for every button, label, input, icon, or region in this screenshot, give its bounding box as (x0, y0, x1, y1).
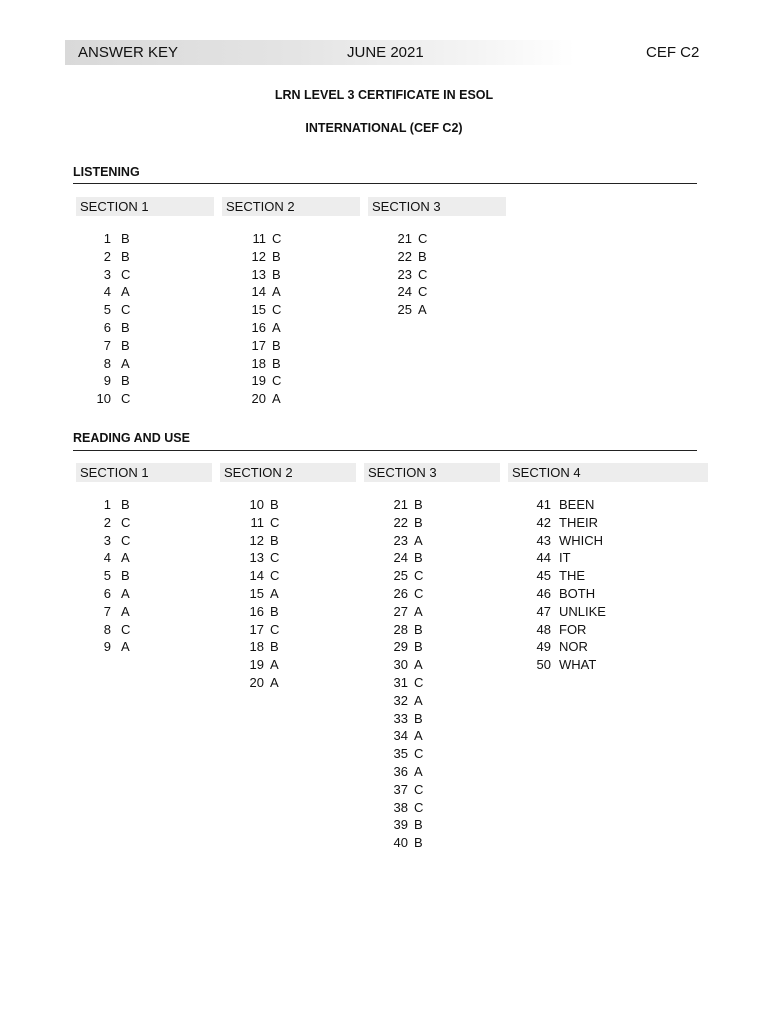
answer-item (85, 372, 130, 390)
answer-item (232, 248, 281, 266)
answer-value: THE (559, 568, 585, 584)
question-number: 9 (103, 373, 111, 389)
answer-item (85, 638, 130, 656)
answer-item (374, 781, 423, 799)
answer-item (230, 621, 279, 639)
question-number: 47 (536, 603, 551, 619)
answer-item (374, 514, 423, 532)
answer-value: C (272, 302, 282, 318)
question-number: 34 (393, 728, 408, 744)
question-number: 10 (96, 391, 111, 407)
answer-item (232, 283, 281, 301)
reading-section-3-answers (374, 496, 423, 852)
question-number: 36 (393, 763, 408, 779)
question-number: 35 (393, 746, 408, 762)
question-number: 32 (393, 692, 408, 708)
question-number: 22 (397, 248, 412, 264)
answer-value: C (414, 746, 424, 762)
answer-value: A (414, 532, 423, 548)
answer-item (374, 834, 423, 852)
question-number: 17 (249, 621, 264, 637)
answer-item (232, 319, 281, 337)
question-number: 30 (393, 657, 408, 673)
question-number: 25 (393, 568, 408, 584)
header-level: CEF C2 (646, 44, 700, 61)
answer-value: C (270, 514, 280, 530)
question-number: 24 (393, 550, 408, 566)
answer-value: B (414, 550, 423, 566)
answer-item (378, 230, 427, 248)
answer-value: B (121, 319, 130, 335)
answer-item (232, 372, 281, 390)
answer-item (374, 603, 423, 621)
answer-item (230, 603, 279, 621)
answer-item (85, 283, 130, 301)
question-number: 9 (103, 639, 111, 655)
answer-item (374, 745, 423, 763)
answer-value: C (121, 266, 131, 282)
answer-item (230, 638, 279, 656)
answer-value: A (418, 302, 427, 318)
answer-value: C (121, 621, 131, 637)
reading-section-4-answers (517, 496, 606, 674)
answer-value: C (270, 550, 280, 566)
answer-item (374, 549, 423, 567)
listening-rule (73, 183, 697, 184)
reading-section-2-answers (230, 496, 279, 692)
answer-item (374, 799, 423, 817)
question-number: 11 (252, 231, 266, 246)
answer-value: C (121, 514, 131, 530)
answer-value: C (414, 781, 424, 797)
question-number: 49 (536, 639, 551, 655)
answer-value: C (414, 568, 424, 584)
answer-item (374, 585, 423, 603)
question-number: 21 (393, 497, 408, 512)
answer-value: C (121, 532, 131, 548)
question-number: 15 (251, 302, 266, 318)
answer-value: C (272, 373, 282, 389)
question-number: 16 (249, 603, 264, 619)
answer-item (517, 656, 606, 674)
question-number: 23 (393, 532, 408, 548)
answer-item (374, 656, 423, 674)
answer-item (85, 621, 130, 639)
answer-item (374, 638, 423, 656)
answer-item (517, 603, 606, 621)
answer-value: A (270, 657, 279, 673)
question-number: 42 (536, 514, 551, 530)
answer-value: BOTH (559, 585, 596, 601)
answer-item (517, 567, 606, 585)
answer-value: A (414, 603, 423, 619)
answer-item (85, 532, 130, 550)
reading-title: READING AND USE (73, 431, 190, 445)
answer-value: B (121, 497, 130, 512)
question-number: 17 (251, 337, 266, 353)
answer-value: A (414, 728, 423, 744)
question-number: 8 (103, 621, 111, 637)
answer-value: A (121, 639, 130, 655)
answer-value: BEEN (559, 497, 595, 512)
question-number: 6 (103, 319, 111, 335)
question-number: 23 (397, 266, 412, 282)
question-number: 5 (103, 302, 111, 318)
answer-item (85, 585, 130, 603)
answer-value: A (414, 763, 423, 779)
question-number: 11 (250, 514, 264, 530)
question-number: 7 (103, 337, 111, 353)
answer-value: C (418, 284, 428, 300)
answer-value: A (121, 284, 130, 300)
answer-item (517, 549, 606, 567)
question-number: 5 (103, 568, 111, 584)
question-number: 13 (249, 550, 264, 566)
answer-value: B (272, 266, 281, 282)
answer-value: B (270, 497, 279, 512)
answer-value: B (414, 514, 423, 530)
question-number: 8 (103, 355, 111, 371)
answer-value: B (414, 639, 423, 655)
reading-section-1-answers (85, 496, 130, 656)
question-number: 21 (397, 231, 412, 246)
answer-item (230, 496, 279, 514)
question-number: 46 (536, 585, 551, 601)
answer-item (378, 266, 427, 284)
reading-section-4-header: SECTION 4 (508, 463, 708, 482)
question-number: 2 (103, 514, 111, 530)
answer-item (232, 355, 281, 373)
answer-value: A (270, 674, 279, 690)
answer-item (374, 816, 423, 834)
answer-value: UNLIKE (559, 603, 606, 619)
question-number: 4 (103, 550, 111, 566)
question-number: 33 (393, 710, 408, 726)
answer-item (374, 763, 423, 781)
answer-item (230, 674, 279, 692)
answer-item (230, 549, 279, 567)
answer-value: A (272, 391, 281, 407)
question-number: 18 (251, 355, 266, 371)
answer-item (374, 692, 423, 710)
answer-value: A (270, 585, 279, 601)
question-number: 13 (251, 266, 266, 282)
listening-title: LISTENING (73, 165, 140, 179)
answer-item (378, 248, 427, 266)
answer-item (85, 230, 130, 248)
answer-value: C (270, 621, 280, 637)
answer-value: B (414, 817, 423, 833)
answer-item (85, 337, 130, 355)
answer-item (85, 266, 130, 284)
answer-item (378, 283, 427, 301)
question-number: 4 (103, 284, 111, 300)
answer-item (378, 301, 427, 319)
answer-item (85, 355, 130, 373)
listening-section-3-answers (378, 230, 427, 319)
question-number: 40 (393, 835, 408, 851)
answer-value: C (414, 585, 424, 601)
listening-section-2-header: SECTION 2 (222, 197, 360, 216)
listening-section-3-header: SECTION 3 (368, 197, 506, 216)
answer-value: B (272, 248, 281, 264)
answer-item (374, 567, 423, 585)
answer-item (230, 656, 279, 674)
answer-item (85, 496, 130, 514)
answer-value: B (121, 337, 130, 353)
answer-value: B (121, 248, 130, 264)
answer-value: IT (559, 550, 571, 566)
question-number: 18 (249, 639, 264, 655)
answer-value: B (121, 231, 130, 246)
question-number: 38 (393, 799, 408, 815)
answer-value: B (270, 532, 279, 548)
document-title: LRN LEVEL 3 CERTIFICATE IN ESOL (274, 88, 494, 102)
question-number: 12 (249, 532, 264, 548)
question-number: 39 (393, 817, 408, 833)
answer-item (230, 567, 279, 585)
question-number: 28 (393, 621, 408, 637)
question-number: 3 (103, 532, 111, 548)
question-number: 43 (536, 532, 551, 548)
answer-value: C (414, 674, 424, 690)
question-number: 27 (393, 603, 408, 619)
header-answer-key: ANSWER KEY (78, 44, 179, 61)
answer-item (232, 301, 281, 319)
question-number: 14 (251, 284, 266, 300)
question-number: 15 (249, 585, 264, 601)
answer-value: B (414, 710, 423, 726)
answer-item (374, 727, 423, 745)
reading-section-2-header: SECTION 2 (220, 463, 356, 482)
answer-item (230, 585, 279, 603)
answer-value: A (272, 284, 281, 300)
question-number: 31 (393, 674, 408, 690)
answer-value: B (272, 355, 281, 371)
answer-value: FOR (559, 621, 587, 637)
answer-value: B (270, 639, 279, 655)
question-number: 12 (251, 248, 266, 264)
question-number: 19 (249, 657, 264, 673)
question-number: 10 (249, 497, 264, 512)
question-number: 14 (249, 568, 264, 584)
answer-value: B (121, 568, 130, 584)
answer-item (232, 266, 281, 284)
question-number: 24 (397, 284, 412, 300)
answer-item (517, 514, 606, 532)
question-number: 16 (251, 319, 266, 335)
answer-item (517, 496, 606, 514)
question-number: 2 (103, 248, 111, 264)
answer-item (230, 532, 279, 550)
question-number: 41 (536, 497, 551, 512)
listening-section-2-answers (232, 230, 281, 408)
answer-value: B (414, 835, 423, 851)
question-number: 6 (103, 585, 111, 601)
answer-value: C (272, 231, 282, 246)
answer-value: A (121, 603, 130, 619)
question-number: 37 (393, 781, 408, 797)
answer-value: A (414, 692, 423, 708)
answer-value: A (121, 355, 130, 371)
question-number: 1 (103, 497, 111, 512)
answer-item (517, 532, 606, 550)
question-number: 20 (251, 391, 266, 407)
question-number: 26 (393, 585, 408, 601)
answer-value: C (418, 231, 428, 246)
answer-value: C (121, 302, 131, 318)
question-number: 7 (103, 603, 111, 619)
answer-value: A (414, 657, 423, 673)
answer-item (374, 532, 423, 550)
answer-item (374, 710, 423, 728)
question-number: 1 (103, 231, 111, 246)
reading-section-3-header: SECTION 3 (364, 463, 500, 482)
question-number: 45 (536, 568, 551, 584)
question-number: 48 (536, 621, 551, 637)
answer-item (517, 638, 606, 656)
answer-value: A (121, 550, 130, 566)
answer-value: C (121, 391, 131, 407)
answer-value: WHICH (559, 532, 604, 548)
answer-value: B (270, 603, 279, 619)
answer-value: A (272, 319, 281, 335)
answer-item (85, 248, 130, 266)
answer-item (85, 603, 130, 621)
answer-item (232, 390, 281, 408)
answer-value: B (418, 248, 427, 264)
answer-value: THEIR (559, 514, 598, 530)
answer-item (374, 621, 423, 639)
listening-section-1-header: SECTION 1 (76, 197, 214, 216)
answer-value: WHAT (559, 657, 597, 673)
answer-item (85, 319, 130, 337)
answer-value: NOR (559, 639, 588, 655)
header-date: JUNE 2021 (347, 44, 424, 61)
answer-item (374, 496, 423, 514)
answer-item (517, 585, 606, 603)
answer-item (85, 301, 130, 319)
document-subtitle: INTERNATIONAL (CEF C2) (305, 121, 463, 135)
answer-item (232, 337, 281, 355)
answer-item (232, 230, 281, 248)
question-number: 22 (393, 514, 408, 530)
question-number: 50 (536, 657, 551, 673)
answer-value: A (121, 585, 130, 601)
answer-value: C (270, 568, 280, 584)
answer-item (85, 514, 130, 532)
answer-item (85, 390, 130, 408)
answer-item (230, 514, 279, 532)
answer-value: B (121, 373, 130, 389)
answer-value: C (414, 799, 424, 815)
reading-rule (73, 450, 697, 451)
answer-value: B (272, 337, 281, 353)
question-number: 20 (249, 674, 264, 690)
answer-item (517, 621, 606, 639)
listening-section-1-answers (85, 230, 130, 408)
answer-value: C (418, 266, 428, 282)
question-number: 44 (536, 550, 551, 566)
question-number: 19 (251, 373, 266, 389)
answer-item (85, 549, 130, 567)
reading-section-1-header: SECTION 1 (76, 463, 212, 482)
answer-value: B (414, 497, 423, 512)
question-number: 29 (393, 639, 408, 655)
answer-item (85, 567, 130, 585)
answer-value: B (414, 621, 423, 637)
question-number: 25 (397, 302, 412, 318)
answer-item (374, 674, 423, 692)
question-number: 3 (103, 266, 111, 282)
